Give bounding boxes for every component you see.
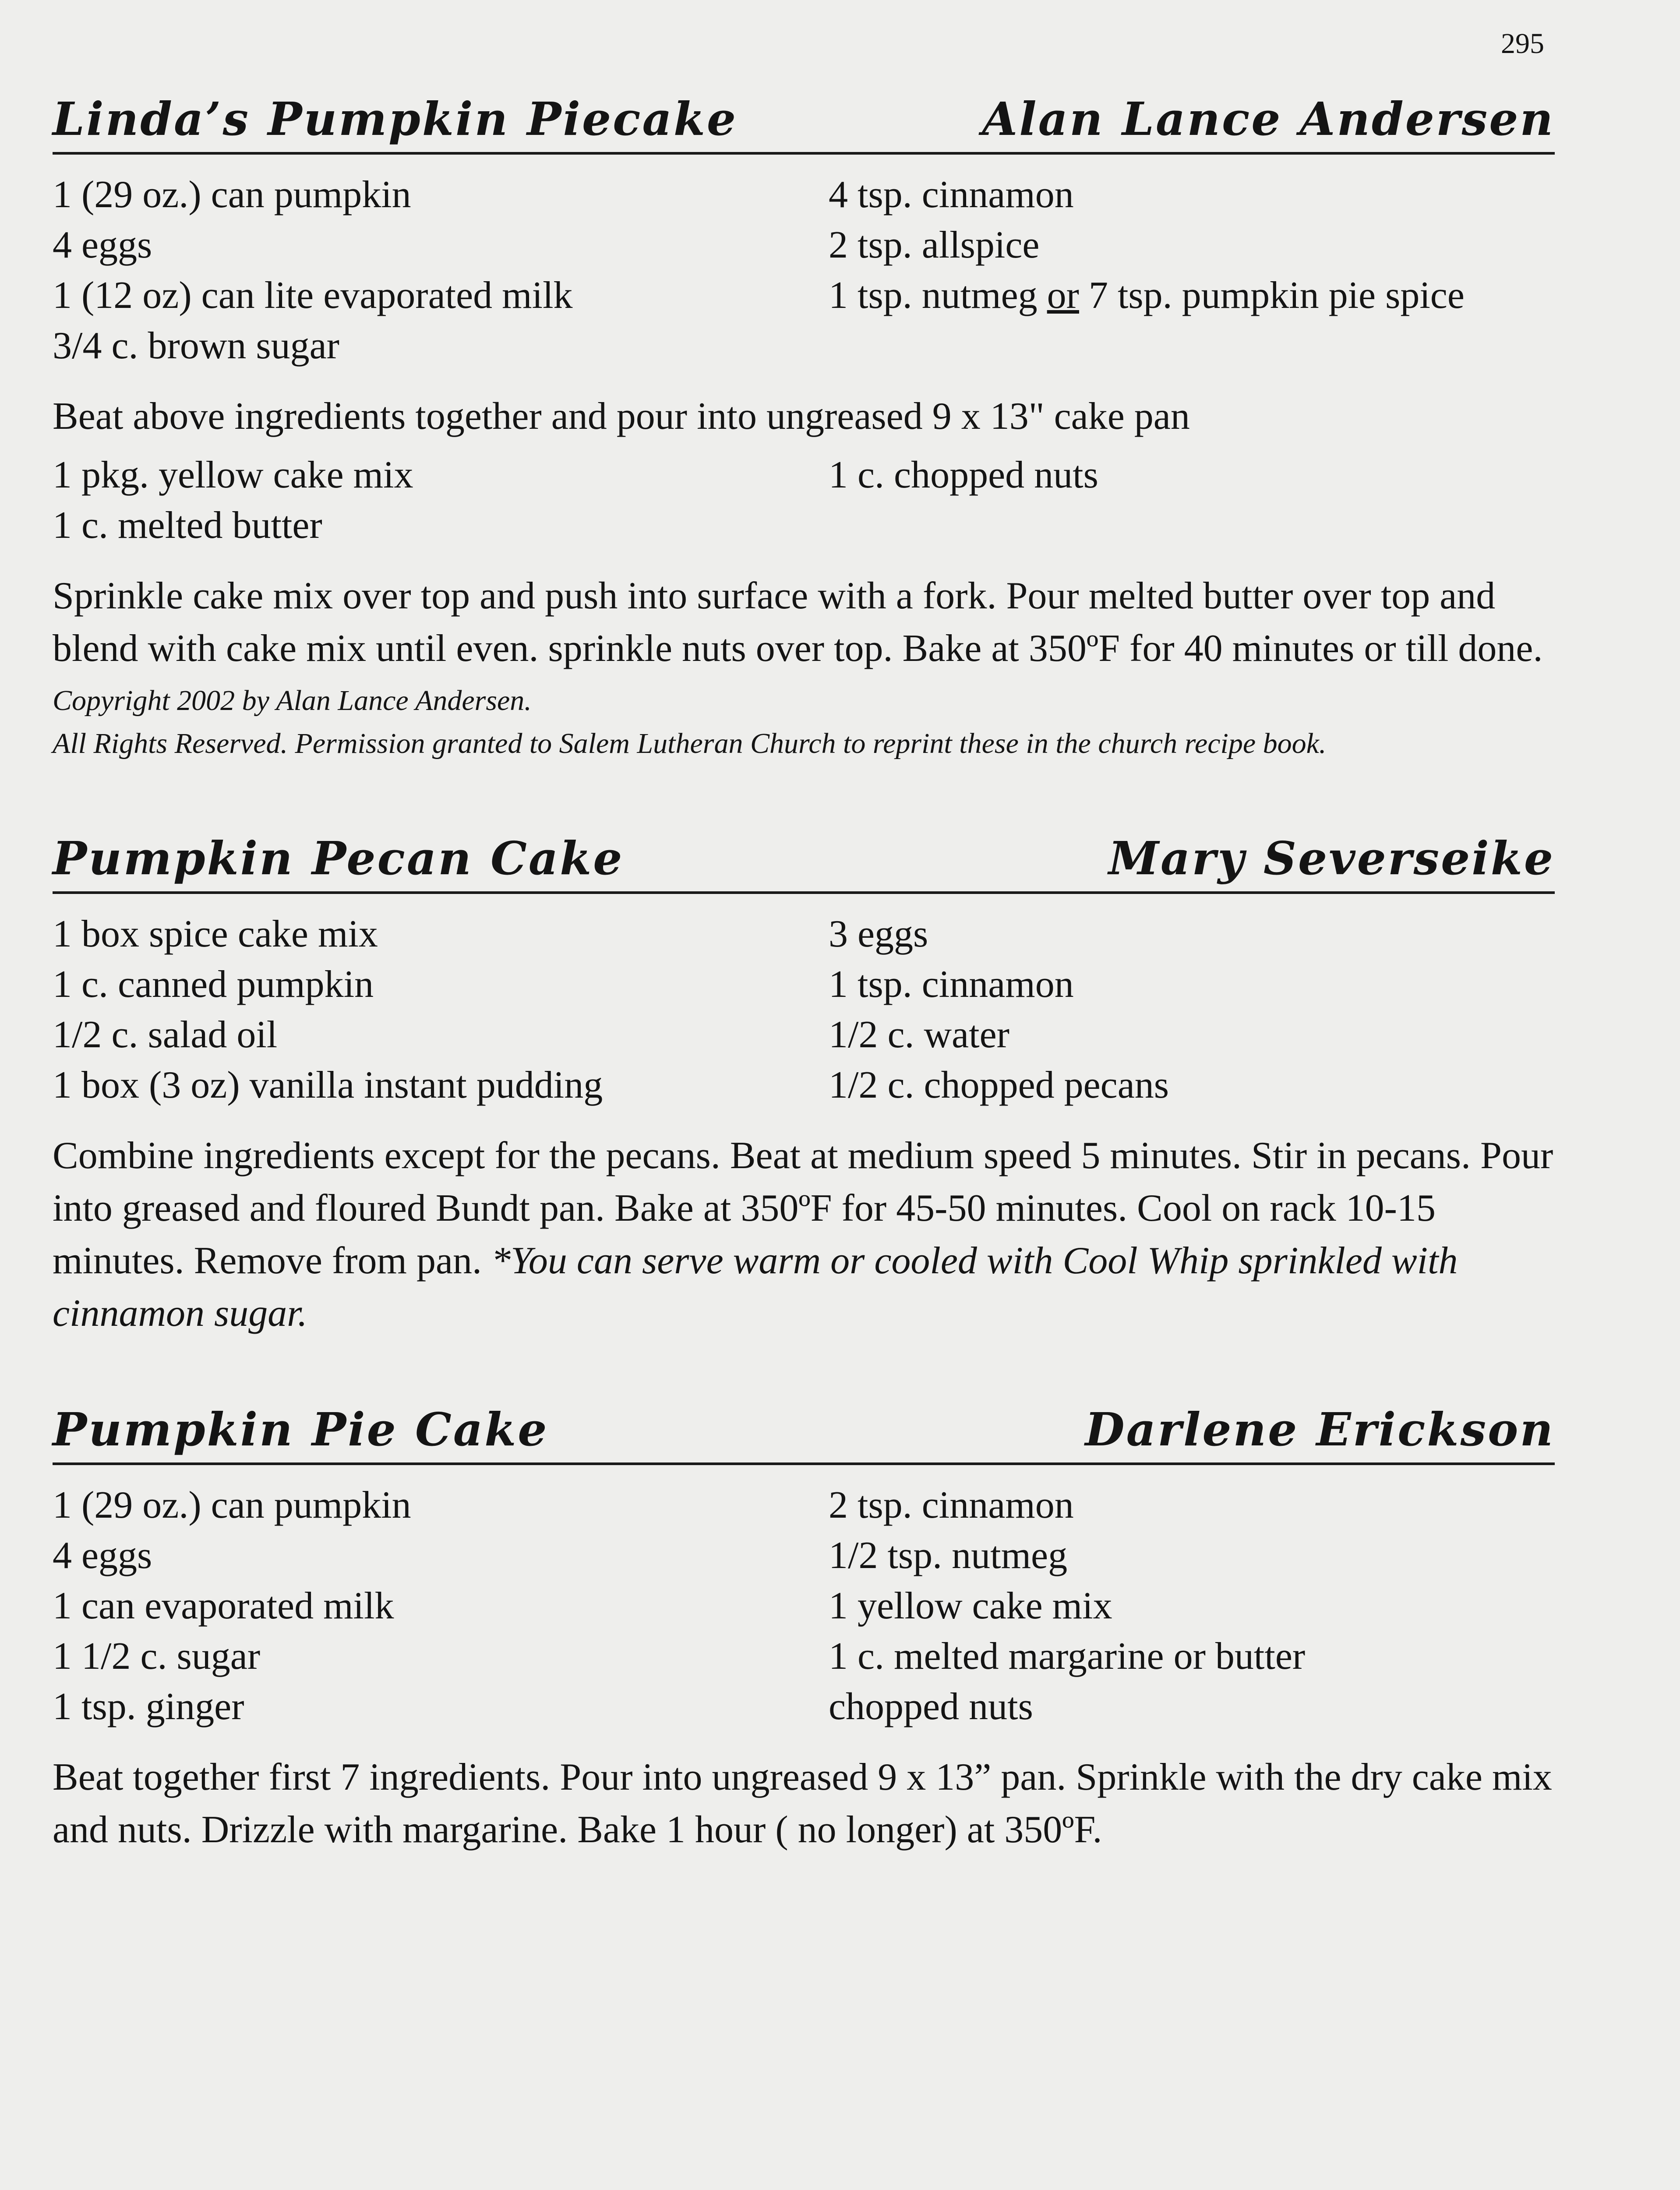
copyright-notice (53, 679, 1555, 765)
ingredient-list (53, 170, 1555, 371)
recipe-lindas-pumpkin-piecake (53, 90, 1555, 765)
ingredient-column-left (53, 450, 829, 551)
recipe-title: Linda’s Pumpkin Piecake (53, 92, 738, 146)
recipe-instructions: Beat together first 7 ingredients. Pour into ungreased 9 x 13” pan. Sprinkle with the dry cake mix and nuts. Drizzle with margarine. Bake 1 hour ( no longer) at 350ºF. (53, 1756, 1552, 1851)
recipe-header (53, 829, 1555, 894)
ingredient: 1 can evaporated milk (53, 1585, 394, 1627)
ingredient-text: 1 tsp. nutmeg (829, 274, 1047, 317)
ingredient: 1 box (3 oz) vanilla instant pudding (53, 1064, 603, 1106)
ingredient: 1/2 c. salad oil (53, 1014, 278, 1056)
ingredient: 1 box spice cake mix (53, 913, 378, 955)
recipe-pumpkin-pie-cake (53, 1400, 1555, 1856)
ingredient: 2 tsp. cinnamon (829, 1484, 1074, 1526)
recipe-page (53, 90, 1555, 1856)
ingredient: 1 c. melted butter (53, 504, 322, 547)
recipe-title: Pumpkin Pie Cake (53, 1402, 549, 1456)
instructions-text: Combine ingredients except for the pecans. Beat at medium speed 5 minutes. Stir in pecans. Pour into greased and floured Bundt pan. Bake at 350ºF for 45-50 minutes. Cool on rack 10-15 minutes. Remove from pan. (53, 1134, 1553, 1282)
recipe-header (53, 1400, 1555, 1465)
ingredient: 4 tsp. cinnamon (829, 173, 1074, 216)
recipe-author: Darlene Erickson (1085, 1402, 1555, 1456)
ingredient-column-right (829, 1480, 1555, 1732)
ingredient: 4 eggs (53, 224, 152, 266)
recipe-header (53, 90, 1555, 155)
ingredient: 1 1/2 c. sugar (53, 1635, 261, 1678)
recipe-author: Alan Lance Andersen (982, 92, 1555, 146)
recipe-pumpkin-pecan-cake (53, 829, 1555, 1340)
recipe-title: Pumpkin Pecan Cake (53, 831, 624, 885)
ingredient-text: 7 tsp. pumpkin pie spice (1079, 274, 1465, 317)
ingredient-column-left (53, 170, 829, 371)
ingredient: 1 c. chopped nuts (829, 454, 1098, 496)
ingredient-column-right (829, 909, 1555, 1110)
ingredient: 1 tsp. cinnamon (829, 963, 1074, 1006)
ingredient: 1 c. melted margarine or butter (829, 1635, 1306, 1678)
ingredient-list (53, 1480, 1555, 1732)
ingredient: 1/2 c. chopped pecans (829, 1064, 1169, 1106)
ingredient: 2 tsp. allspice (829, 224, 1040, 266)
ingredient: 1 c. canned pumpkin (53, 963, 374, 1006)
copyright-line: Copyright 2002 by Alan Lance Andersen. (53, 685, 532, 717)
ingredient: 1/2 tsp. nutmeg (829, 1534, 1068, 1577)
ingredient-column-right (829, 450, 1555, 551)
page-number: 295 (1501, 28, 1544, 60)
permission-line: All Rights Reserved. Permission granted to Salem Lutheran Church to reprint these in the church recipe book. (53, 728, 1327, 759)
ingredient-column-right (829, 170, 1555, 371)
ingredient: 1 (12 oz) can lite evaporated milk (53, 274, 573, 317)
ingredient: 4 eggs (53, 1534, 152, 1577)
topping-ingredient-list (53, 450, 1555, 551)
ingredient: chopped nuts (829, 1685, 1033, 1728)
recipe-instructions: Beat above ingredients together and pour into ungreased 9 x 13" cake pan (53, 395, 1190, 438)
ingredient: 1 pkg. yellow cake mix (53, 454, 413, 496)
recipe-instructions: Sprinkle cake mix over top and push into surface with a fork. Pour melted butter over top and blend with cake mix until even. sprinkle nuts over top. Bake at 350ºF for 40 minutes or till done. (53, 575, 1543, 670)
serving-note: *You can serve warm or cooled with Cool Whip sprinkled with cinnamon sugar. (53, 1240, 1458, 1335)
ingredient-list (53, 909, 1555, 1110)
ingredient-column-left (53, 909, 829, 1110)
ingredient: 1 (29 oz.) can pumpkin (53, 1484, 411, 1526)
ingredient: 1 (29 oz.) can pumpkin (53, 173, 411, 216)
ingredient: 1/2 c. water (829, 1014, 1009, 1056)
ingredient: 1 tsp. ginger (53, 1685, 244, 1728)
ingredient-column-left (53, 1480, 829, 1732)
ingredient-or-underlined: or (1047, 274, 1079, 317)
recipe-author: Mary Severseike (1108, 831, 1555, 885)
ingredient (829, 270, 1555, 321)
recipe-instructions (53, 1130, 1555, 1340)
ingredient: 3/4 c. brown sugar (53, 325, 339, 367)
ingredient: 1 yellow cake mix (829, 1585, 1112, 1627)
ingredient: 3 eggs (829, 913, 928, 955)
